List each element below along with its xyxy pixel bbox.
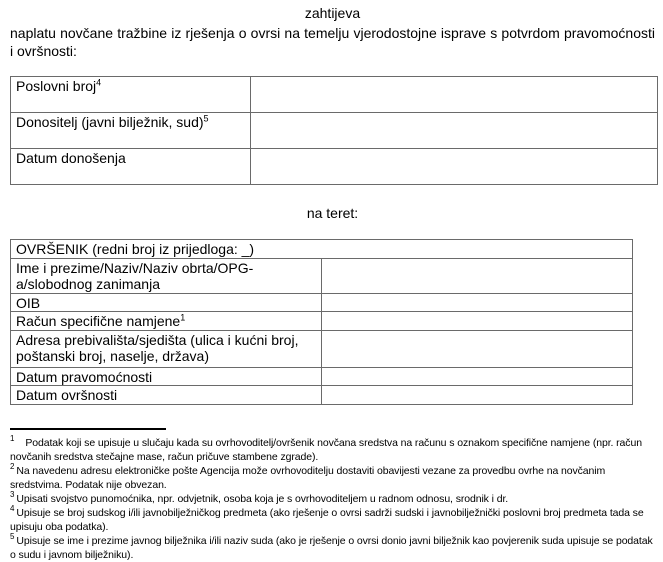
table-row [11,386,633,405]
footnote-ref: 1 [180,312,186,323]
row-label: Poslovni broj [16,78,97,94]
footnote-marker: 5 [10,532,15,541]
footnote-item [10,492,655,506]
row-label: Račun specifične namjene [16,313,181,329]
table-row [11,149,658,185]
table-row [11,312,633,331]
table-header-row [11,240,633,259]
debtor-row-label-cell [11,367,322,386]
footnote-marker: 3 [10,490,15,499]
decision-row-label-cell [11,149,251,185]
row-label: Datum pravomoćnosti [16,368,153,385]
footnote-text: Na navedenu adresu elektroničke pošte Agencija može ovrhovoditelju dostaviti obavijesti vezane za provedbu ovrhe na novčanim sredstvima. Podatak nije obvezan. [10,464,606,491]
debtor-row-value-cell[interactable] [322,312,633,331]
debtor-row-label-cell [11,330,322,367]
debtor-row-label-cell [11,312,322,331]
debtor-row-value-cell[interactable] [322,293,633,312]
intro-paragraph: naplatu novčane tražbine iz rješenja o ovrsi na temelju vjerodostojne isprave s potvrdom pravomoćnosti i ovršnosti: [10,25,655,59]
decision-row-value-cell[interactable] [251,149,658,185]
footnote-ref: 5 [203,113,209,124]
footnote-item [10,506,655,534]
debtor-row-value-cell[interactable] [322,258,633,293]
table-row [11,293,633,312]
decision-row-label-cell [11,77,251,113]
row-label: Donositelj (javni bilježnik, sud) [16,114,204,130]
row-label: Datum ovršnosti [16,387,118,403]
footnote-item [10,464,655,492]
decision-table [10,76,658,185]
row-label: OIB [16,294,41,311]
debtor-table [10,239,633,405]
footnote-text: Upisuje se broj sudskog i/ili javnobilježničkog predmeta (ako rješenje o ovrsi sadrži sudski i javnobilježnički poslovni broj predmeta tada se upisuju oba podatka). [10,506,644,533]
footnote-item [10,534,655,562]
footnote-marker: 4 [10,504,15,513]
footnote-text: Podatak koji se upisuje u slučaju kada su ovrhovoditelj/ovršenik novčana sredstva na računu s oznakom specifične namjene (npr. račun novčanih sredstva stečajne mase, račun pričuve stambene zgrade). [10,436,642,463]
footnote-ref: 4 [96,77,102,88]
debtor-row-label-cell [11,386,322,405]
na-teret-heading: na teret: [306,205,359,221]
row-label: Ime i prezime/Naziv/Naziv obrta/OPG-a/slobodnog zanimanja [16,259,254,292]
footnotes [10,436,655,562]
decision-row-label-cell [11,113,251,149]
document-heading: zahtijeva [304,5,361,21]
table-row [11,113,658,149]
footnote-marker: 2 [10,462,15,471]
decision-row-value-cell[interactable] [251,77,658,113]
footnote-text: Upisati svojstvo punomoćnika, npr. odvjetnik, osoba koja je s ovrhovoditeljem u radnom odnosu, srodnik i dr. [16,492,509,505]
table-row [11,77,658,113]
footnote-marker: 1 [10,434,15,443]
debtor-row-value-cell[interactable] [322,367,633,386]
decision-row-value-cell[interactable] [251,113,658,149]
debtor-row-label-cell [11,293,322,312]
footnote-item [10,436,655,464]
debtor-row-value-cell[interactable] [322,386,633,405]
debtor-table-header-cell: OVRŠENIK (redni broj iz prijedloga: _) [11,240,633,259]
table-row [11,330,633,367]
debtor-row-value-cell[interactable] [322,330,633,367]
footnote-text: Upisuje se ime i prezime javnog bilježnika i/ili naziv suda (ako je rješenje o ovrsi donio javni bilježnik kao povjerenik suda upisuje se podatak o sudu i javnom bilježniku). [10,534,653,561]
footnote-separator [10,428,166,430]
table-row [11,258,633,293]
row-label: Datum donošenja [16,150,126,166]
debtor-row-label-cell [11,258,322,293]
table-row [11,367,633,386]
row-label: Adresa prebivališta/sjedišta (ulica i kućni broj, poštanski broj, naselje, država) [16,331,299,364]
